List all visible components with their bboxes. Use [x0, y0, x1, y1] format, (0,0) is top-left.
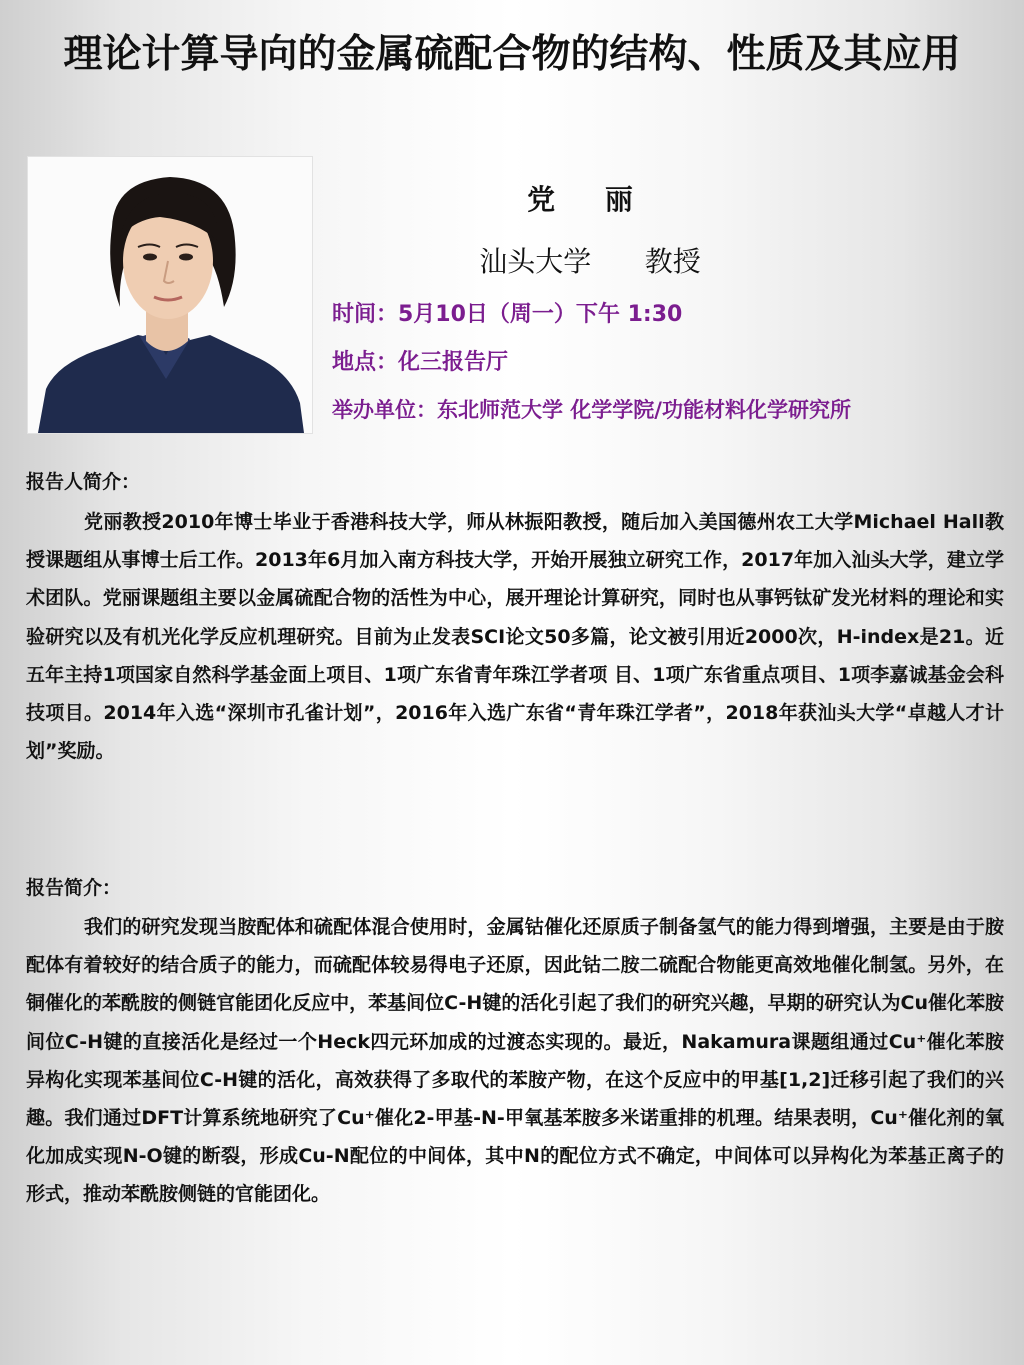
speaker-name: 党 丽 [527, 183, 653, 216]
speaker-affiliation: 汕头大学 教授 [479, 245, 701, 278]
speaker-portrait-image [28, 157, 312, 433]
event-time: 时间：5月10日（周一）下午 1:30 [332, 302, 683, 327]
bio-paragraph: 党丽教授2010年博士毕业于香港科技大学，师从林振阳教授，随后加入美国德州农工大学Michael Hall教授课题组从事博士后工作。2013年6月加入南方科技大学，开始开展独立研究工作，2017年加入汕头大学，建立学术团队。党丽课题组主要以金属硫配合物的活性为中心，展开理论计算研究，同时也从事钙钛矿发光材料的理论和实验研究以及有机光化学反应机理研究。目前为止发表SCI论文50多篇，论文被引用近2000次，H-index是21。近五年主持1项国家自然科学基金面上项目、1项广东省青年珠江学者项 目、1项广东省重点项目、1项李嘉诚基金会科技项目。2014年入选“深圳市孔雀计划”，2016年入选广东省“青年珠江学者”，2018年获汕头大学“卓越人才计划”奖励。 [26, 511, 1004, 763]
abstract-paragraph: 我们的研究发现当胺配体和硫配体混合使用时，金属钴催化还原质子制备氢气的能力得到增强，主要是由于胺配体有着较好的结合质子的能力，而硫配体较易得电子还原，因此钴二胺二硫配合物能更高效地催化制氢。另外，在铜催化的苯酰胺的侧链官能团化反应中，苯基间位C-H键的活化引起了我们的研究兴趣，早期的研究认为Cu催化苯胺间位C-H键的直接活化是经过一个Heck四元环加成的过渡态实现的。最近，Nakamura课题组通过Cu⁺催化苯胺异构化实现苯基间位C-H键的活化，高效获得了多取代的苯胺产物，在这个反应中的甲基[1,2]迁移引起了我们的兴趣。我们通过DFT计算系统地研究了Cu⁺催化2-甲基-N-甲氧基苯胺多米诺重排的机理。结果表明，Cu⁺催化剂的氧化加成实现N-O键的断裂，形成Cu-N配位的中间体，其中N的配位方式不确定，中间体可以异构化为苯基正离子的形式，推动苯酰胺侧链的官能团化。 [26, 916, 1004, 1206]
bio-heading: 报告人简介： [26, 471, 141, 493]
abstract-heading: 报告简介： [26, 877, 122, 899]
speaker-photo [27, 156, 313, 434]
event-organizer: 举办单位：东北师范大学 化学学院/功能材料化学研究所 [332, 398, 851, 422]
event-place: 地点：化三报告厅 [332, 350, 509, 375]
page-title: 理论计算导向的金属硫配合物的结构、性质及其应用 [63, 32, 961, 77]
